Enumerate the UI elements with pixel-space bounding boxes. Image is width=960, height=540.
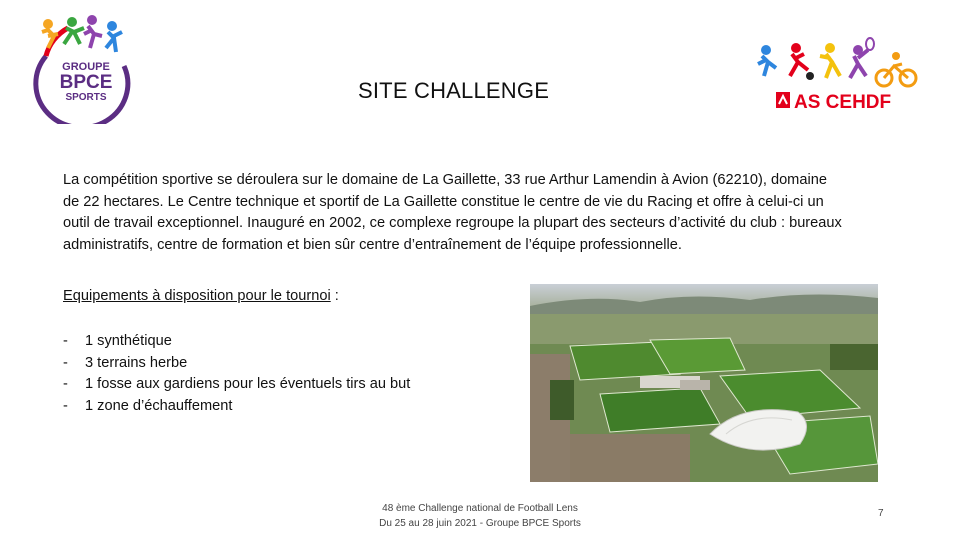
list-item-text: 1 synthétique [85, 333, 172, 349]
footer-line-dates: Du 25 au 28 juin 2021 - Groupe BPCE Sports [379, 518, 581, 529]
list-item-text: 3 terrains herbe [85, 354, 188, 371]
svg-text:SPORTS: SPORTS [65, 92, 107, 103]
groupe-bpce-sports-logo [28, 14, 140, 124]
svg-text:GROUPE: GROUPE [62, 61, 110, 73]
list-item [63, 374, 410, 396]
as-cehdf-logo [752, 34, 922, 118]
footer-text [362, 501, 598, 531]
dash-bullet: - [63, 397, 68, 414]
list-item [63, 331, 410, 353]
list-item [63, 396, 410, 418]
equipment-heading-text: Equipements à disposition pour le tournoi [63, 288, 331, 304]
equipment-list [63, 331, 410, 417]
list-item-text: 1 zone d’échauffement [85, 397, 233, 414]
footer-line-event: 48 ème Challenge national de Football Lens [382, 503, 578, 514]
svg-text:BPCE: BPCE [59, 72, 113, 93]
page-number: 7 [878, 508, 884, 519]
list-item-text: 1 fosse aux gardiens pour les éventuels tirs au but [85, 376, 411, 393]
dash-bullet: - [63, 333, 68, 349]
equipment-heading [63, 288, 339, 304]
equipment-heading-colon: : [330, 288, 339, 304]
list-item [63, 353, 410, 375]
dash-bullet: - [63, 354, 68, 371]
intro-paragraph: La compétition sportive se déroulera sur le domaine de La Gaillette, 33 rue Arthur Lamendin à Avion (62210), domaine de 22 hectares. Le Centre technique et sportif de La Gaillette constitue le centre de vie du Racing et offre à celui-ci un outil de travail exceptionnel. Inauguré en 2002, ce complexe regroupe la plupart des secteurs d’activité du club : bureaux administratifs, centre de formation et bien sûr centre d’entraînement de l’équipe professionnelle. [63, 172, 842, 253]
aerial-photo-complex [530, 284, 878, 482]
slide-title: SITE CHALLENGE [358, 78, 550, 103]
svg-text:AS CEHDF: AS CEHDF [794, 92, 892, 113]
dash-bullet: - [63, 376, 68, 393]
